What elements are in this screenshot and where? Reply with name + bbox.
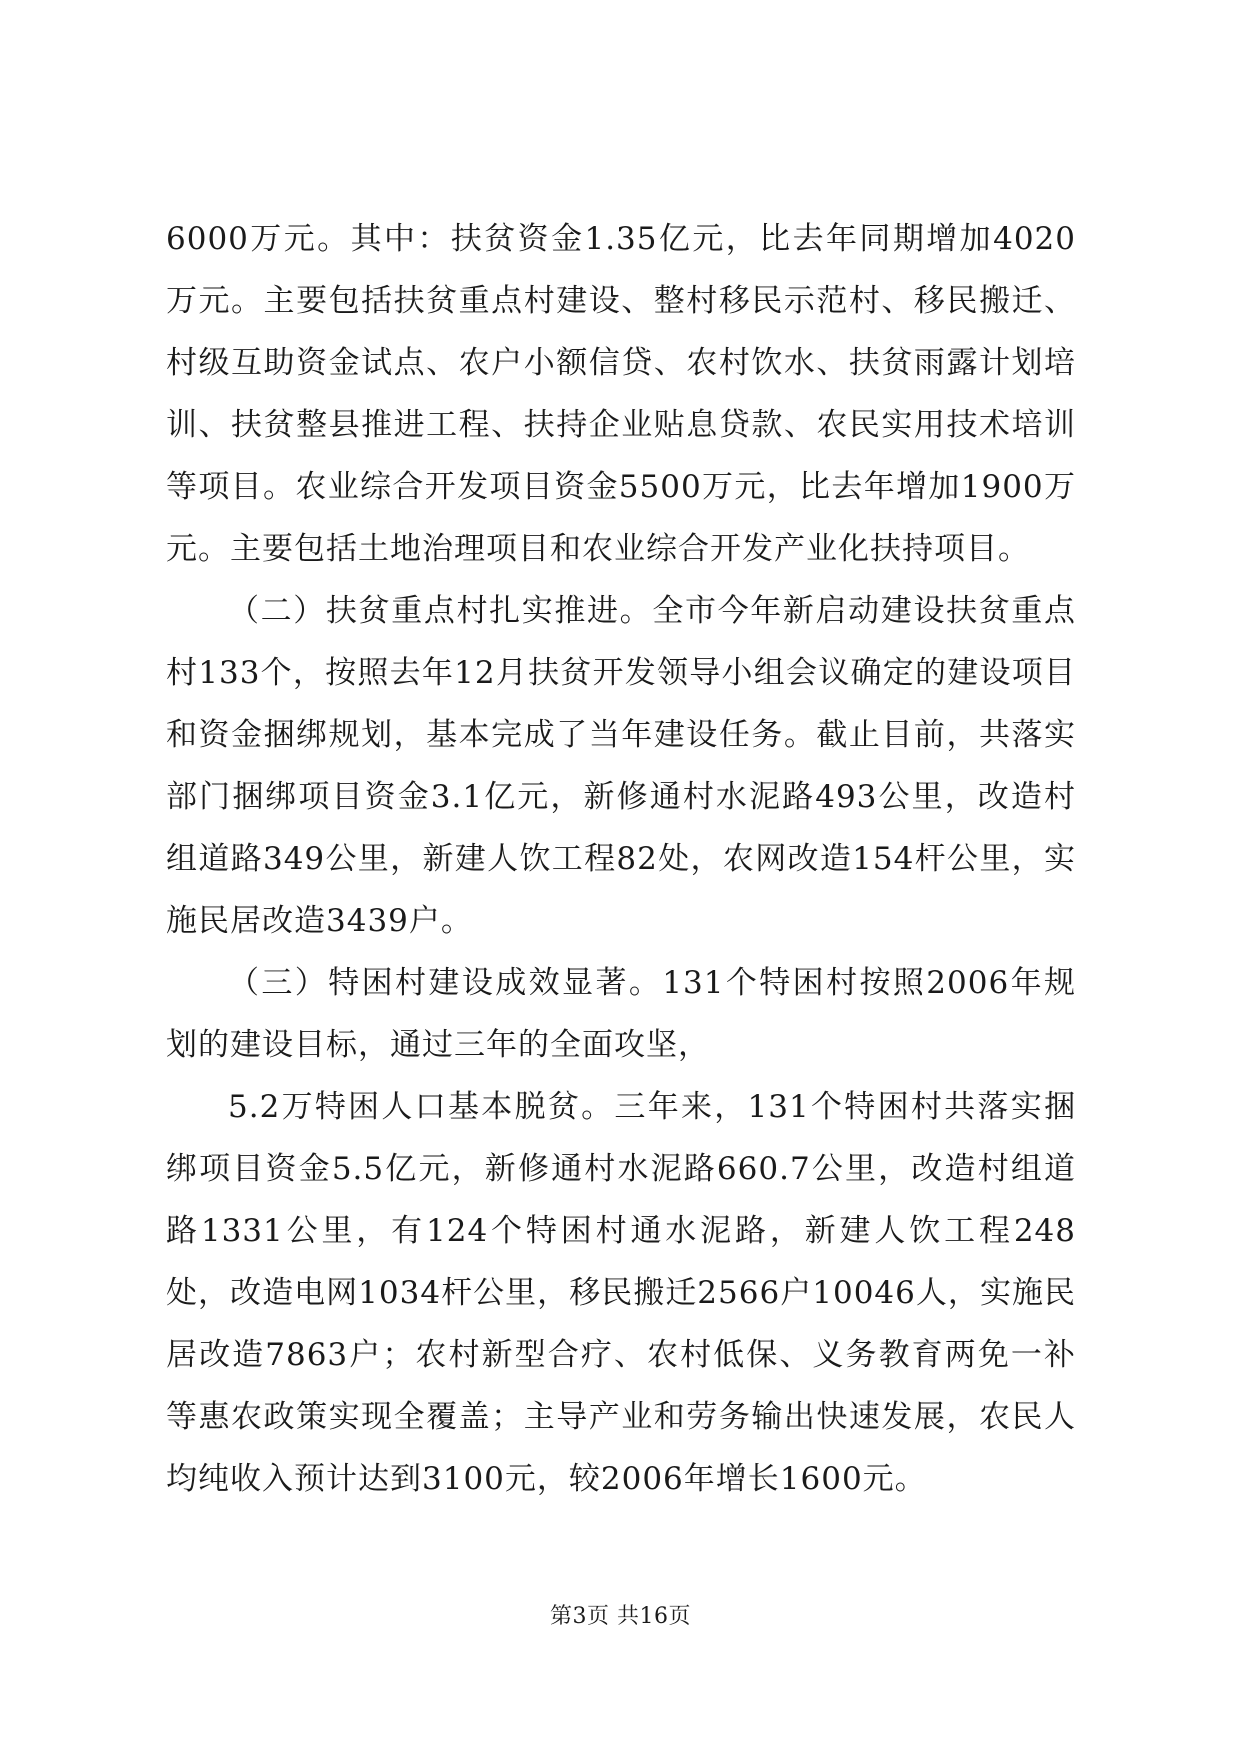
- paragraph-special-villages: （三）特困村建设成效显著。131个特困村按照2006年规划的建设目标，通过三年的全面攻坚，: [166, 965, 1076, 1063]
- paragraph-poverty-results: 5.2万特困人口基本脱贫。三年来，131个特困村共落实捆绑项目资金5.5亿元，新修通村水泥路660.7公里，改造村组道路1331公里，有124个特困村通水泥路，新建人饮工程248处，改造电网1034杆公里，移民搬迁2566户10046人，实施民居改造7863户；农村新型合疗、农村低保、义务教育两免一补等惠农政策实现全覆盖；主导产业和劳务输出快速发展，农民人均纯收入预计达到3100元，较2006年增长1600元。: [166, 1089, 1076, 1497]
- document-body: [166, 208, 1076, 1510]
- paragraph-funding: 6000万元。其中：扶贫资金1.35亿元，比去年同期增加4020万元。主要包括扶贫重点村建设、整村移民示范村、移民搬迁、村级互助资金试点、农户小额信贷、农村饮水、扶贫雨露计划培训、扶贫整县推进工程、扶持企业贴息贷款、农民实用技术培训等项目。农业综合开发项目资金5500万元，比去年增加1900万元。主要包括土地治理项目和农业综合开发产业化扶持项目。: [166, 221, 1076, 567]
- paragraph-key-villages: （二）扶贫重点村扎实推进。全市今年新启动建设扶贫重点村133个，按照去年12月扶贫开发领导小组会议确定的建设项目和资金捆绑规划，基本完成了当年建设任务。截止目前，共落实部门捆绑项目资金3.1亿元，新修通村水泥路493公里，改造村组道路349公里，新建人饮工程82处，农网改造154杆公里，实施民居改造3439户。: [166, 593, 1076, 939]
- page-number-footer: 第3页 共16页: [550, 1604, 691, 1629]
